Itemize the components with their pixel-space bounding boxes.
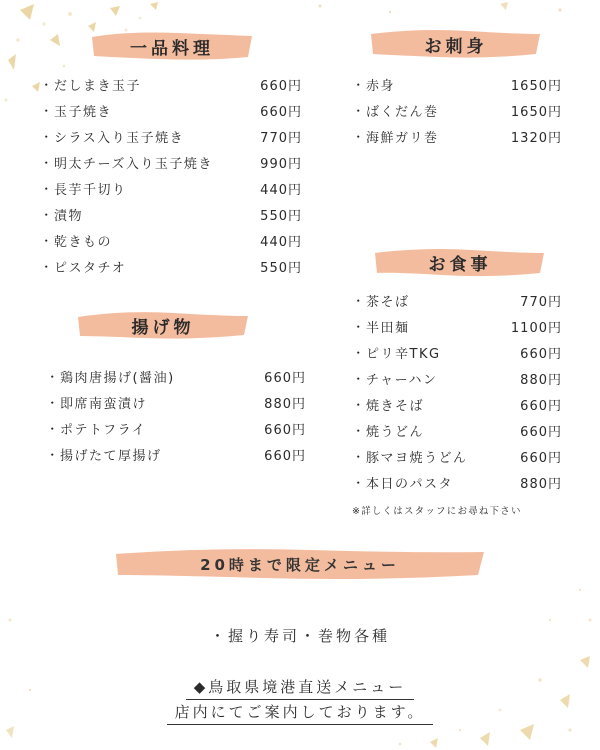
menu-item-price: 660円	[260, 78, 302, 94]
bullet-icon: ・	[46, 395, 60, 410]
bullet-icon: ・	[352, 293, 366, 308]
menu-item-price: 770円	[260, 130, 302, 146]
bullet-icon: ・	[352, 449, 366, 464]
bullet-icon: ・	[352, 475, 366, 490]
menu-item-label: 半田麺	[366, 320, 410, 336]
menu-item	[46, 389, 306, 415]
menu-item-name	[46, 367, 175, 386]
menu-list-sashimi	[352, 71, 562, 149]
menu-item	[352, 391, 562, 417]
bullet-icon: ・	[46, 447, 60, 462]
menu-item-price: 550円	[260, 260, 302, 276]
limited-text: 店内にてご案内しております。	[167, 701, 434, 725]
menu-item	[46, 415, 306, 441]
menu-item	[40, 227, 302, 253]
limited-text: ◆鳥取県境港直送メニュー	[186, 676, 415, 700]
menu-item-name	[40, 179, 127, 198]
bullet-icon: ・	[40, 233, 54, 248]
menu-item-name	[40, 205, 83, 224]
bullet-icon: ・	[40, 181, 54, 196]
bullet-icon: ・	[40, 155, 54, 170]
bullet-icon: ・	[40, 129, 54, 144]
menu-item-name	[40, 101, 112, 120]
menu-item-name	[40, 231, 112, 250]
menu-item-price: 440円	[260, 182, 302, 198]
menu-item-price: 880円	[264, 396, 306, 412]
menu-item-label: 焼うどん	[366, 424, 425, 440]
menu-item	[40, 175, 302, 201]
staff-note: ※詳しくはスタッフにお尋ね下さい	[352, 506, 522, 517]
menu-item-label: 明太チーズ入り玉子焼き	[54, 156, 213, 172]
section-title: 20時まで限定メニュー	[200, 555, 400, 574]
section-heading-ippin	[88, 28, 256, 64]
section-title: 一品料理	[130, 38, 214, 59]
bullet-icon: ・	[46, 421, 60, 436]
menu-item-name	[352, 395, 424, 414]
menu-item-name	[40, 153, 213, 172]
menu-item-price: 660円	[264, 370, 306, 386]
menu-item-price: 1100円	[510, 320, 562, 336]
menu-item-price: 660円	[520, 424, 562, 440]
menu-item-name	[352, 75, 395, 94]
menu-item-name	[40, 257, 126, 276]
menu-item-name	[352, 291, 410, 310]
menu-item-label: 赤身	[366, 78, 396, 94]
bullet-icon: ・	[40, 259, 54, 274]
menu-item-price: 1320円	[510, 130, 562, 146]
menu-item-label: シラス入り玉子焼き	[54, 130, 185, 146]
limited-line-guidance	[0, 701, 600, 725]
menu-item-name	[352, 127, 439, 146]
menu-item-label: 漬物	[54, 208, 84, 224]
menu-item	[352, 71, 562, 97]
menu-item-price: 1650円	[510, 104, 562, 120]
bullet-icon: ・	[352, 103, 366, 118]
menu-item-label: 玉子焼き	[54, 104, 113, 120]
menu-item-price: 660円	[520, 450, 562, 466]
menu-item	[40, 97, 302, 123]
menu-item-price: 880円	[520, 372, 562, 388]
menu-item-label: ポテトフライ	[60, 422, 147, 438]
menu-item-label: 長芋千切り	[54, 182, 127, 198]
limited-line-sushi	[0, 625, 600, 646]
menu-item	[352, 339, 562, 365]
menu-item	[40, 201, 302, 227]
menu-item-label: ピリ辛TKG	[366, 346, 441, 362]
bullet-icon: ・	[352, 77, 366, 92]
menu-item	[46, 363, 306, 389]
menu-item-name	[352, 447, 468, 466]
menu-item-label: ばくだん巻	[366, 104, 439, 120]
menu-item-price: 990円	[260, 156, 302, 172]
limited-text: ・握り寿司・巻物各種	[209, 627, 390, 645]
menu-item-name	[352, 343, 441, 362]
menu-item	[40, 71, 302, 97]
bullet-icon: ・	[352, 129, 366, 144]
menu-item-name	[352, 473, 453, 492]
menu-list-agemono	[46, 363, 306, 467]
bullet-icon: ・	[352, 371, 366, 386]
menu-item-label: 乾きもの	[54, 234, 113, 250]
section-heading-limited	[112, 545, 488, 583]
bullet-icon: ・	[40, 207, 54, 222]
section-title: お刺身	[424, 36, 488, 57]
bullet-icon: ・	[40, 77, 54, 92]
menu-list-ippin	[40, 71, 302, 279]
menu-item-label: 揚げたて厚揚げ	[60, 448, 162, 464]
bullet-icon: ・	[352, 423, 366, 438]
section-heading-agemono	[74, 307, 252, 343]
bullet-icon: ・	[40, 103, 54, 118]
menu-item	[352, 123, 562, 149]
menu-item	[46, 441, 306, 467]
section-heading-shokuji	[372, 244, 548, 280]
bullet-icon: ・	[352, 345, 366, 360]
gold-fleck-decoration-left	[0, 600, 60, 750]
menu-item	[40, 253, 302, 279]
menu-item-label: ピスタチオ	[54, 260, 127, 276]
menu-item-label: 即席南蛮漬け	[60, 396, 148, 412]
menu-item-name	[40, 75, 141, 94]
menu-item-label: 焼きそば	[366, 398, 425, 414]
menu-item-price: 660円	[260, 104, 302, 120]
menu-item-label: チャーハン	[366, 372, 438, 388]
section-title: 揚げ物	[131, 317, 195, 338]
menu-item	[352, 443, 562, 469]
menu-item	[352, 365, 562, 391]
menu-item-label: 茶そば	[366, 294, 410, 310]
menu-item-label: 海鮮ガリ巻	[366, 130, 439, 146]
section-title: お食事	[428, 254, 492, 275]
menu-item-label: 鶏肉唐揚げ(醤油)	[60, 370, 175, 386]
menu-item-price: 880円	[520, 476, 562, 492]
bullet-icon: ・	[352, 397, 366, 412]
menu-item-name	[352, 421, 424, 440]
menu-item-name	[352, 369, 437, 388]
menu-item-price: 660円	[264, 448, 306, 464]
menu-item-price: 660円	[520, 398, 562, 414]
menu-item-name	[46, 419, 146, 438]
menu-item-name	[46, 393, 147, 412]
menu-list-shokuji	[352, 287, 562, 495]
menu-item	[352, 469, 562, 495]
bullet-icon: ・	[46, 369, 60, 384]
menu-item-label: 本日のパスタ	[366, 476, 454, 492]
menu-item-price: 770円	[520, 294, 562, 310]
menu-item	[40, 123, 302, 149]
limited-line-sakaiminato	[0, 676, 600, 700]
menu-item-label: 豚マヨ焼うどん	[366, 450, 468, 466]
menu-item-label: だしまき玉子	[54, 78, 142, 94]
menu-item	[352, 97, 562, 123]
menu-item-name	[46, 445, 162, 464]
menu-item	[352, 313, 562, 339]
menu-item	[352, 417, 562, 443]
menu-item-price: 660円	[264, 422, 306, 438]
menu-item-price: 660円	[520, 346, 562, 362]
menu-item-name	[352, 101, 439, 120]
menu-item-name	[40, 127, 184, 146]
menu-item-price: 440円	[260, 234, 302, 250]
menu-item-price: 550円	[260, 208, 302, 224]
menu-item	[40, 149, 302, 175]
bullet-icon: ・	[352, 319, 366, 334]
menu-item	[352, 287, 562, 313]
section-heading-sashimi	[368, 26, 544, 62]
menu-item-price: 1650円	[510, 78, 562, 94]
menu-item-name	[352, 317, 410, 336]
